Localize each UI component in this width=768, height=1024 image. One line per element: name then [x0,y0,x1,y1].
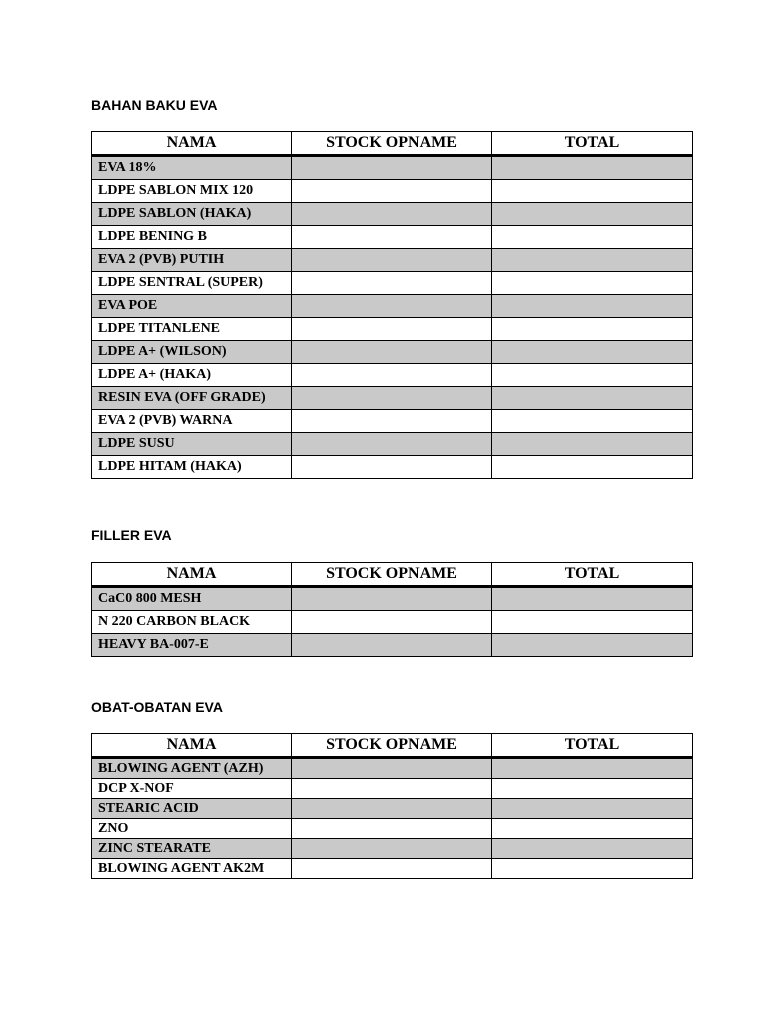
cell-stock-opname[interactable] [292,611,492,634]
cell-stock-opname[interactable] [292,180,492,203]
column-header-stock-opname: STOCK OPNAME [292,734,492,758]
cell-nama: EVA 2 (PVB) PUTIH [92,249,292,272]
table-body [92,156,693,479]
cell-total[interactable] [492,156,693,180]
cell-nama: LDPE SABLON (HAKA) [92,203,292,226]
table-row [92,203,693,226]
cell-total[interactable] [492,456,693,479]
table-row [92,249,693,272]
table-row [92,634,693,657]
cell-stock-opname[interactable] [292,364,492,387]
table-row [92,272,693,295]
cell-stock-opname[interactable] [292,203,492,226]
table-row [92,156,693,180]
cell-nama: ZNO [92,819,292,839]
cell-total[interactable] [492,433,693,456]
table-row [92,839,693,859]
cell-stock-opname[interactable] [292,819,492,839]
column-header-nama: NAMA [92,563,292,587]
cell-stock-opname[interactable] [292,839,492,859]
cell-stock-opname[interactable] [292,433,492,456]
cell-stock-opname[interactable] [292,341,492,364]
table-header-row [92,734,693,758]
cell-total[interactable] [492,410,693,433]
table-bahan-baku [91,131,693,479]
cell-stock-opname[interactable] [292,318,492,341]
cell-total[interactable] [492,203,693,226]
table-filler [91,562,693,657]
table-row [92,758,693,779]
section-title-obat-obatan: OBAT-OBATAN EVA [91,699,223,715]
cell-stock-opname[interactable] [292,295,492,318]
cell-nama: N 220 CARBON BLACK [92,611,292,634]
table-row [92,295,693,318]
table-row [92,433,693,456]
table-header-row [92,132,693,156]
column-header-nama: NAMA [92,734,292,758]
table-row [92,611,693,634]
table-row [92,799,693,819]
cell-total[interactable] [492,634,693,657]
table-row [92,410,693,433]
cell-nama: RESIN EVA (OFF GRADE) [92,387,292,410]
table-row [92,819,693,839]
column-header-stock-opname: STOCK OPNAME [292,132,492,156]
table-row [92,456,693,479]
table-body [92,587,693,657]
cell-total[interactable] [492,758,693,779]
table-row [92,779,693,799]
table-row [92,387,693,410]
cell-nama: LDPE SUSU [92,433,292,456]
cell-nama: DCP X-NOF [92,779,292,799]
cell-nama: ZINC STEARATE [92,839,292,859]
column-header-stock-opname: STOCK OPNAME [292,563,492,587]
cell-nama: LDPE A+ (WILSON) [92,341,292,364]
cell-stock-opname[interactable] [292,859,492,879]
cell-stock-opname[interactable] [292,410,492,433]
cell-total[interactable] [492,180,693,203]
table-header-row [92,563,693,587]
column-header-total: TOTAL [492,132,693,156]
cell-total[interactable] [492,587,693,611]
cell-total[interactable] [492,318,693,341]
cell-stock-opname[interactable] [292,779,492,799]
cell-stock-opname[interactable] [292,634,492,657]
table-row [92,318,693,341]
cell-total[interactable] [492,779,693,799]
column-header-total: TOTAL [492,734,693,758]
cell-total[interactable] [492,799,693,819]
cell-total[interactable] [492,295,693,318]
cell-nama: BLOWING AGENT AK2M [92,859,292,879]
table-row [92,859,693,879]
cell-stock-opname[interactable] [292,387,492,410]
cell-nama: CaC0 800 MESH [92,587,292,611]
cell-stock-opname[interactable] [292,272,492,295]
section-title-bahan-baku: BAHAN BAKU EVA [91,97,218,113]
table-row [92,226,693,249]
column-header-nama: NAMA [92,132,292,156]
cell-total[interactable] [492,341,693,364]
table-row [92,341,693,364]
cell-nama: EVA 2 (PVB) WARNA [92,410,292,433]
cell-total[interactable] [492,839,693,859]
cell-total[interactable] [492,226,693,249]
cell-total[interactable] [492,859,693,879]
table-row [92,180,693,203]
table-body [92,758,693,879]
cell-nama: LDPE BENING B [92,226,292,249]
cell-stock-opname[interactable] [292,249,492,272]
cell-stock-opname[interactable] [292,226,492,249]
cell-nama: EVA 18% [92,156,292,180]
cell-stock-opname[interactable] [292,587,492,611]
cell-stock-opname[interactable] [292,456,492,479]
cell-nama: LDPE SABLON MIX 120 [92,180,292,203]
section-title-filler: FILLER EVA [91,527,172,543]
cell-nama: LDPE TITANLENE [92,318,292,341]
table-row [92,364,693,387]
cell-nama: LDPE A+ (HAKA) [92,364,292,387]
cell-nama: LDPE SENTRAL (SUPER) [92,272,292,295]
cell-total[interactable] [492,364,693,387]
cell-stock-opname[interactable] [292,799,492,819]
cell-total[interactable] [492,819,693,839]
cell-nama: EVA POE [92,295,292,318]
table-obat-obatan [91,733,693,879]
cell-nama: BLOWING AGENT (AZH) [92,758,292,779]
cell-total[interactable] [492,611,693,634]
cell-nama: HEAVY BA-007-E [92,634,292,657]
cell-stock-opname[interactable] [292,758,492,779]
cell-total[interactable] [492,387,693,410]
cell-stock-opname[interactable] [292,156,492,180]
column-header-total: TOTAL [492,563,693,587]
cell-total[interactable] [492,249,693,272]
cell-total[interactable] [492,272,693,295]
cell-nama: STEARIC ACID [92,799,292,819]
cell-nama: LDPE HITAM (HAKA) [92,456,292,479]
table-row [92,587,693,611]
